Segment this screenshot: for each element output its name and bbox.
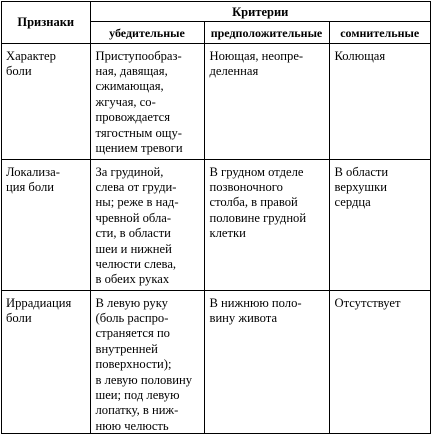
table-row — [2, 290, 430, 434]
row-sign-pain-localization: Локализа- ция боли — [2, 159, 90, 290]
header-criteria: Критерии — [90, 2, 430, 21]
subheader-presumable: предположительные — [204, 21, 329, 43]
header-signs: Признаки — [2, 2, 90, 43]
cell-presumable: В грудном отделе позвоночного столба, в правой половине грудной клетки — [204, 159, 329, 290]
table-row — [2, 43, 430, 159]
row-sign-pain-character: Характер боли — [2, 43, 90, 159]
table-row — [2, 159, 430, 290]
cell-doubtful: Отсутствует — [329, 290, 430, 434]
cell-convincing: Приступообраз- ная, давящая, сжимающая, жгучая, со- провождается тягостным ощу- щением тревоги — [90, 43, 204, 159]
row-sign-pain-irradiation: Иррадиация боли — [2, 290, 90, 434]
cell-doubtful: В области верхушки сердца — [329, 159, 430, 290]
subheader-doubtful: сомнительные — [329, 21, 430, 43]
criteria-table-frame — [1, 1, 431, 434]
cell-presumable: Ноющая, неопре- деленная — [204, 43, 329, 159]
criteria-table — [2, 2, 430, 434]
cell-convincing: В левую руку (боль распро- страняется по внутренней поверхности); в левую половину шеи; под левую лопатку, в ниж- нюю челюсть — [90, 290, 204, 434]
cell-doubtful: Колющая — [329, 43, 430, 159]
cell-presumable: В нижнюю поло- вину живота — [204, 290, 329, 434]
cell-convincing: За грудиной, слева от груди- ны; реже в над- чревной обла- сти, в области шеи и нижней челюсти слева, в обеих руках — [90, 159, 204, 290]
subheader-convincing: убедительные — [90, 21, 204, 43]
